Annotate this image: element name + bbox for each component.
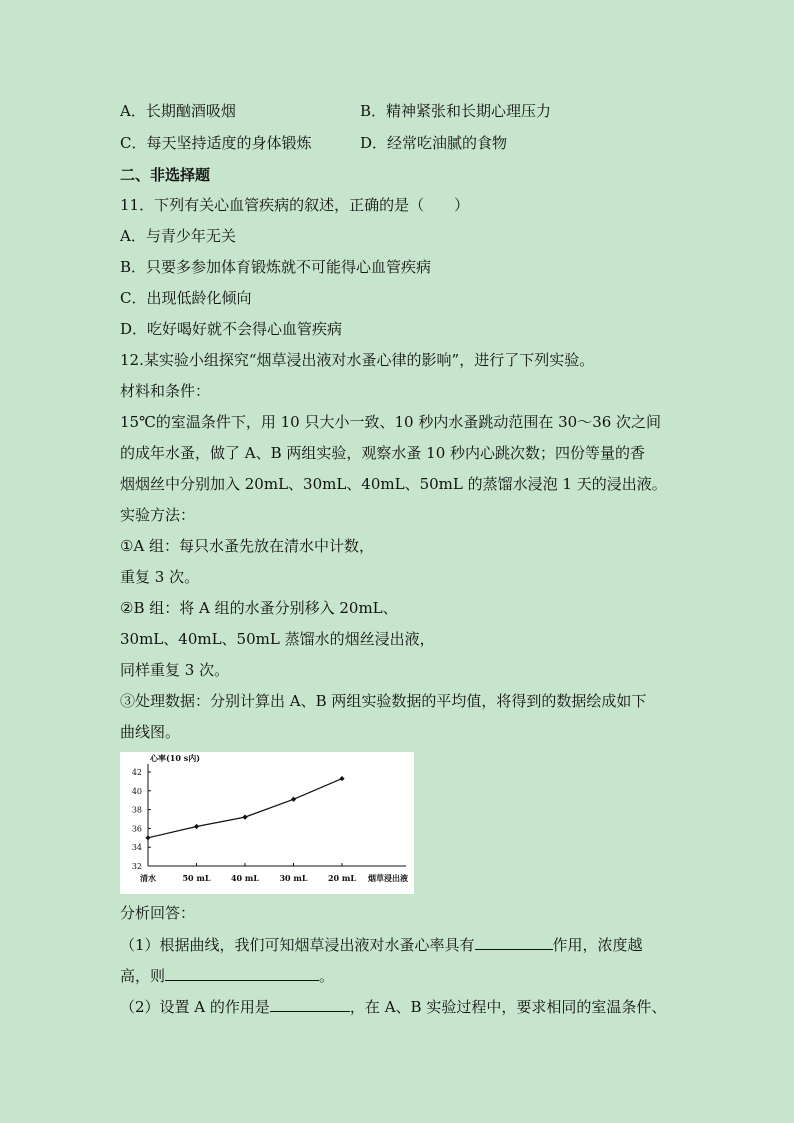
materials-line-1: 15℃的室温条件下，用 10 只大小一致、10 秒内水蚤跳动范围在 30～36 次之间: [120, 413, 662, 431]
data-point: [242, 815, 247, 820]
sub1-text-b: 作用，浓度越: [552, 936, 643, 954]
option-c: C．每天坚持适度的身体锻炼: [120, 134, 312, 152]
step2-line-1: ②B 组：将 A 组的水蚤分别移入 20mL、: [120, 599, 398, 617]
q12-stem: 12.某实验小组探究“烟草浸出液对水蚤心律的影响”，进行了下列实验。: [120, 351, 595, 369]
q11-option-a: A．与青少年无关: [120, 227, 236, 245]
heart-rate-chart: [120, 752, 414, 894]
q11-option-b: B．只要多参加体育锻炼就不可能得心血管疾病: [120, 258, 432, 276]
x-axis-label: 烟草浸出液: [368, 873, 408, 883]
y-axis-label: 心率(10 s内): [150, 753, 200, 763]
x-tick-label: 清水: [140, 873, 156, 883]
step2-line-2: 30mL、40mL、50mL 蒸馏水的烟丝浸出液，: [120, 630, 435, 648]
step1-line-2: 重复 3 次。: [120, 568, 200, 586]
option-a: A．长期酗酒吸烟: [120, 102, 236, 120]
sub-question-1-line-2: [120, 964, 334, 987]
q11-option-c: C．出现低龄化倾向: [120, 289, 252, 307]
sub-question-2-line-1: [120, 995, 666, 1018]
y-tick-label: 38: [131, 805, 142, 815]
sub1-text-a: （1）根据曲线，我们可知烟草浸出液对水蚤心率具有: [120, 936, 475, 954]
sub-question-1-line-1: [120, 933, 643, 956]
y-tick-label: 32: [131, 862, 142, 871]
q11-stem: 11．下列有关心血管疾病的叙述，正确的是（ ）: [120, 196, 470, 214]
x-tick-label: 40 mL: [230, 873, 260, 883]
step1-line-1: ①A 组：每只水蚤先放在清水中计数，: [120, 537, 375, 555]
x-tick-label: 30 mL: [279, 873, 308, 883]
answer-blank-1[interactable]: [475, 933, 553, 950]
series-line: [148, 779, 342, 838]
option-b: B．精神紧张和长期心理压力: [360, 102, 552, 120]
step2-line-3: 同样重复 3 次。: [120, 661, 230, 679]
sub1-text-d: 。: [319, 967, 335, 985]
sub1-text-c: 高，则: [120, 967, 166, 985]
materials-title: 材料和条件：: [120, 382, 211, 400]
step3-line-2: 曲线图。: [120, 723, 181, 741]
section-title: 二、非选择题: [120, 166, 211, 184]
sub2-text-b: ，在 A、B 实验过程中，要求相同的室温条件、: [349, 998, 667, 1016]
option-d: D．经常吃油腻的食物: [360, 134, 508, 152]
answer-blank-2[interactable]: [165, 964, 319, 981]
analysis-title: 分析回答：: [120, 904, 196, 922]
y-tick-label: 42: [131, 768, 142, 777]
chart-svg: [120, 752, 414, 894]
data-point: [194, 824, 199, 829]
data-point: [339, 776, 344, 781]
method-title: 实验方法：: [120, 506, 196, 524]
step3-line-1: ③处理数据：分别计算出 A、B 两组实验数据的平均值，将得到的数据绘成如下: [120, 692, 647, 710]
y-tick-label: 36: [131, 824, 142, 834]
data-point: [145, 835, 150, 840]
sub2-text-a: （2）设置 A 的作用是: [120, 998, 270, 1016]
y-tick-label: 34: [131, 843, 142, 853]
materials-line-3: 烟烟丝中分别加入 20mL、30mL、40mL、50mL 的蒸馏水浸泡 1 天的浸出液。: [120, 475, 667, 493]
q11-option-d: D．吃好喝好就不会得心血管疾病: [120, 320, 343, 338]
data-point: [291, 797, 296, 802]
x-tick-label: 20 mL: [327, 873, 357, 883]
answer-blank-3[interactable]: [270, 995, 350, 1012]
x-tick-label: 50 mL: [182, 873, 211, 883]
materials-line-2: 的成年水蚤，做了 A、B 两组实验，观察水蚤 10 秒内心跳次数；四份等量的香: [120, 444, 646, 462]
y-tick-label: 40: [131, 786, 142, 796]
